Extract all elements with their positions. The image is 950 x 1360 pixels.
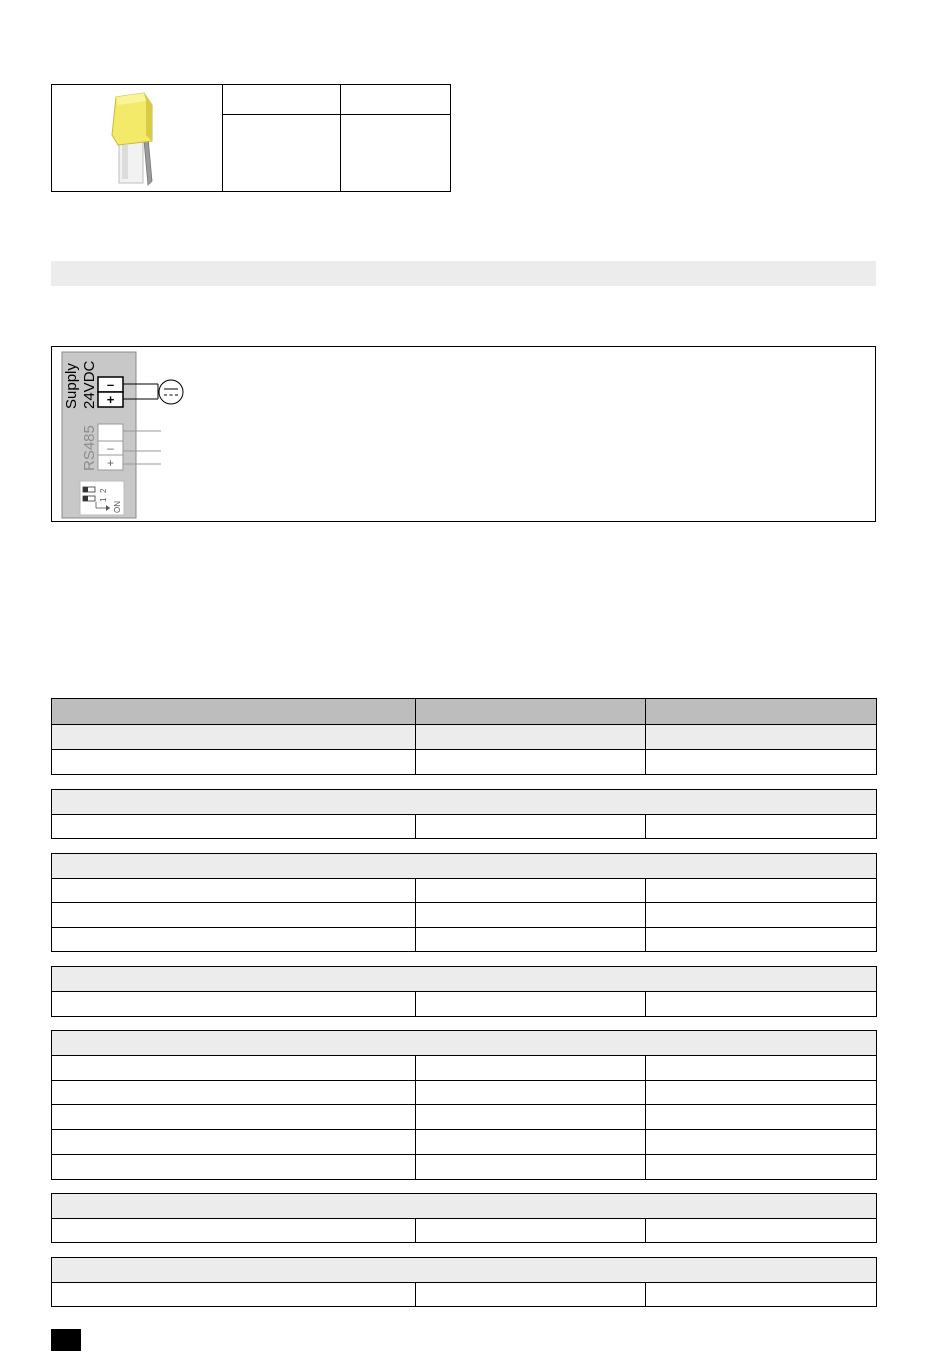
dip-label-2: 2 <box>99 488 108 493</box>
supply-label: Supply <box>63 363 80 409</box>
table-section-row <box>52 790 877 815</box>
section-heading-bar <box>51 261 876 286</box>
sensor-product-image <box>104 89 174 189</box>
table-row <box>52 879 877 903</box>
page-number-marker <box>51 1329 81 1351</box>
table-row <box>52 750 877 775</box>
rs485-terminal-blank <box>98 424 123 441</box>
spec-table-group <box>51 1030 877 1180</box>
table-row <box>52 1105 877 1130</box>
table-row <box>52 1283 877 1307</box>
table-section-row <box>52 1031 877 1056</box>
table-row <box>52 1219 877 1243</box>
table-row <box>52 928 877 952</box>
spec-table-group <box>51 789 877 839</box>
product-table-header-line <box>222 114 450 115</box>
table-row <box>52 815 877 839</box>
table-row <box>52 1155 877 1180</box>
dip-on-label: ON <box>113 501 122 513</box>
table-row <box>52 725 877 750</box>
spec-table-group <box>51 1193 877 1243</box>
supply-voltage-label: 24VDC <box>81 360 98 409</box>
dc-power-source-icon <box>159 380 183 404</box>
svg-text:–: – <box>106 377 115 392</box>
wiring-diagram <box>51 346 876 522</box>
table-section-row <box>52 967 877 992</box>
svg-text:+: + <box>106 392 115 407</box>
spec-table-group <box>51 966 877 1017</box>
rs485-label: RS485 <box>81 425 98 471</box>
table-header-row <box>52 699 877 725</box>
svg-text:+: + <box>106 456 115 470</box>
table-section-row <box>52 1194 877 1219</box>
table-row <box>52 1130 877 1155</box>
spec-table-group <box>51 853 877 952</box>
product-table-divider <box>222 85 223 191</box>
product-table <box>51 84 451 192</box>
table-row <box>52 992 877 1017</box>
svg-text:–: – <box>107 441 114 455</box>
table-row <box>52 903 877 928</box>
wiring-diagram-drawing <box>52 347 875 521</box>
dip-label-1: 1 <box>99 497 108 502</box>
table-row <box>52 1056 877 1081</box>
spec-table-header-group <box>51 698 877 775</box>
spec-table-group <box>51 1257 877 1307</box>
table-row <box>52 1081 877 1105</box>
product-table-divider <box>340 85 341 191</box>
table-section-row <box>52 854 877 879</box>
table-section-row <box>52 1258 877 1283</box>
